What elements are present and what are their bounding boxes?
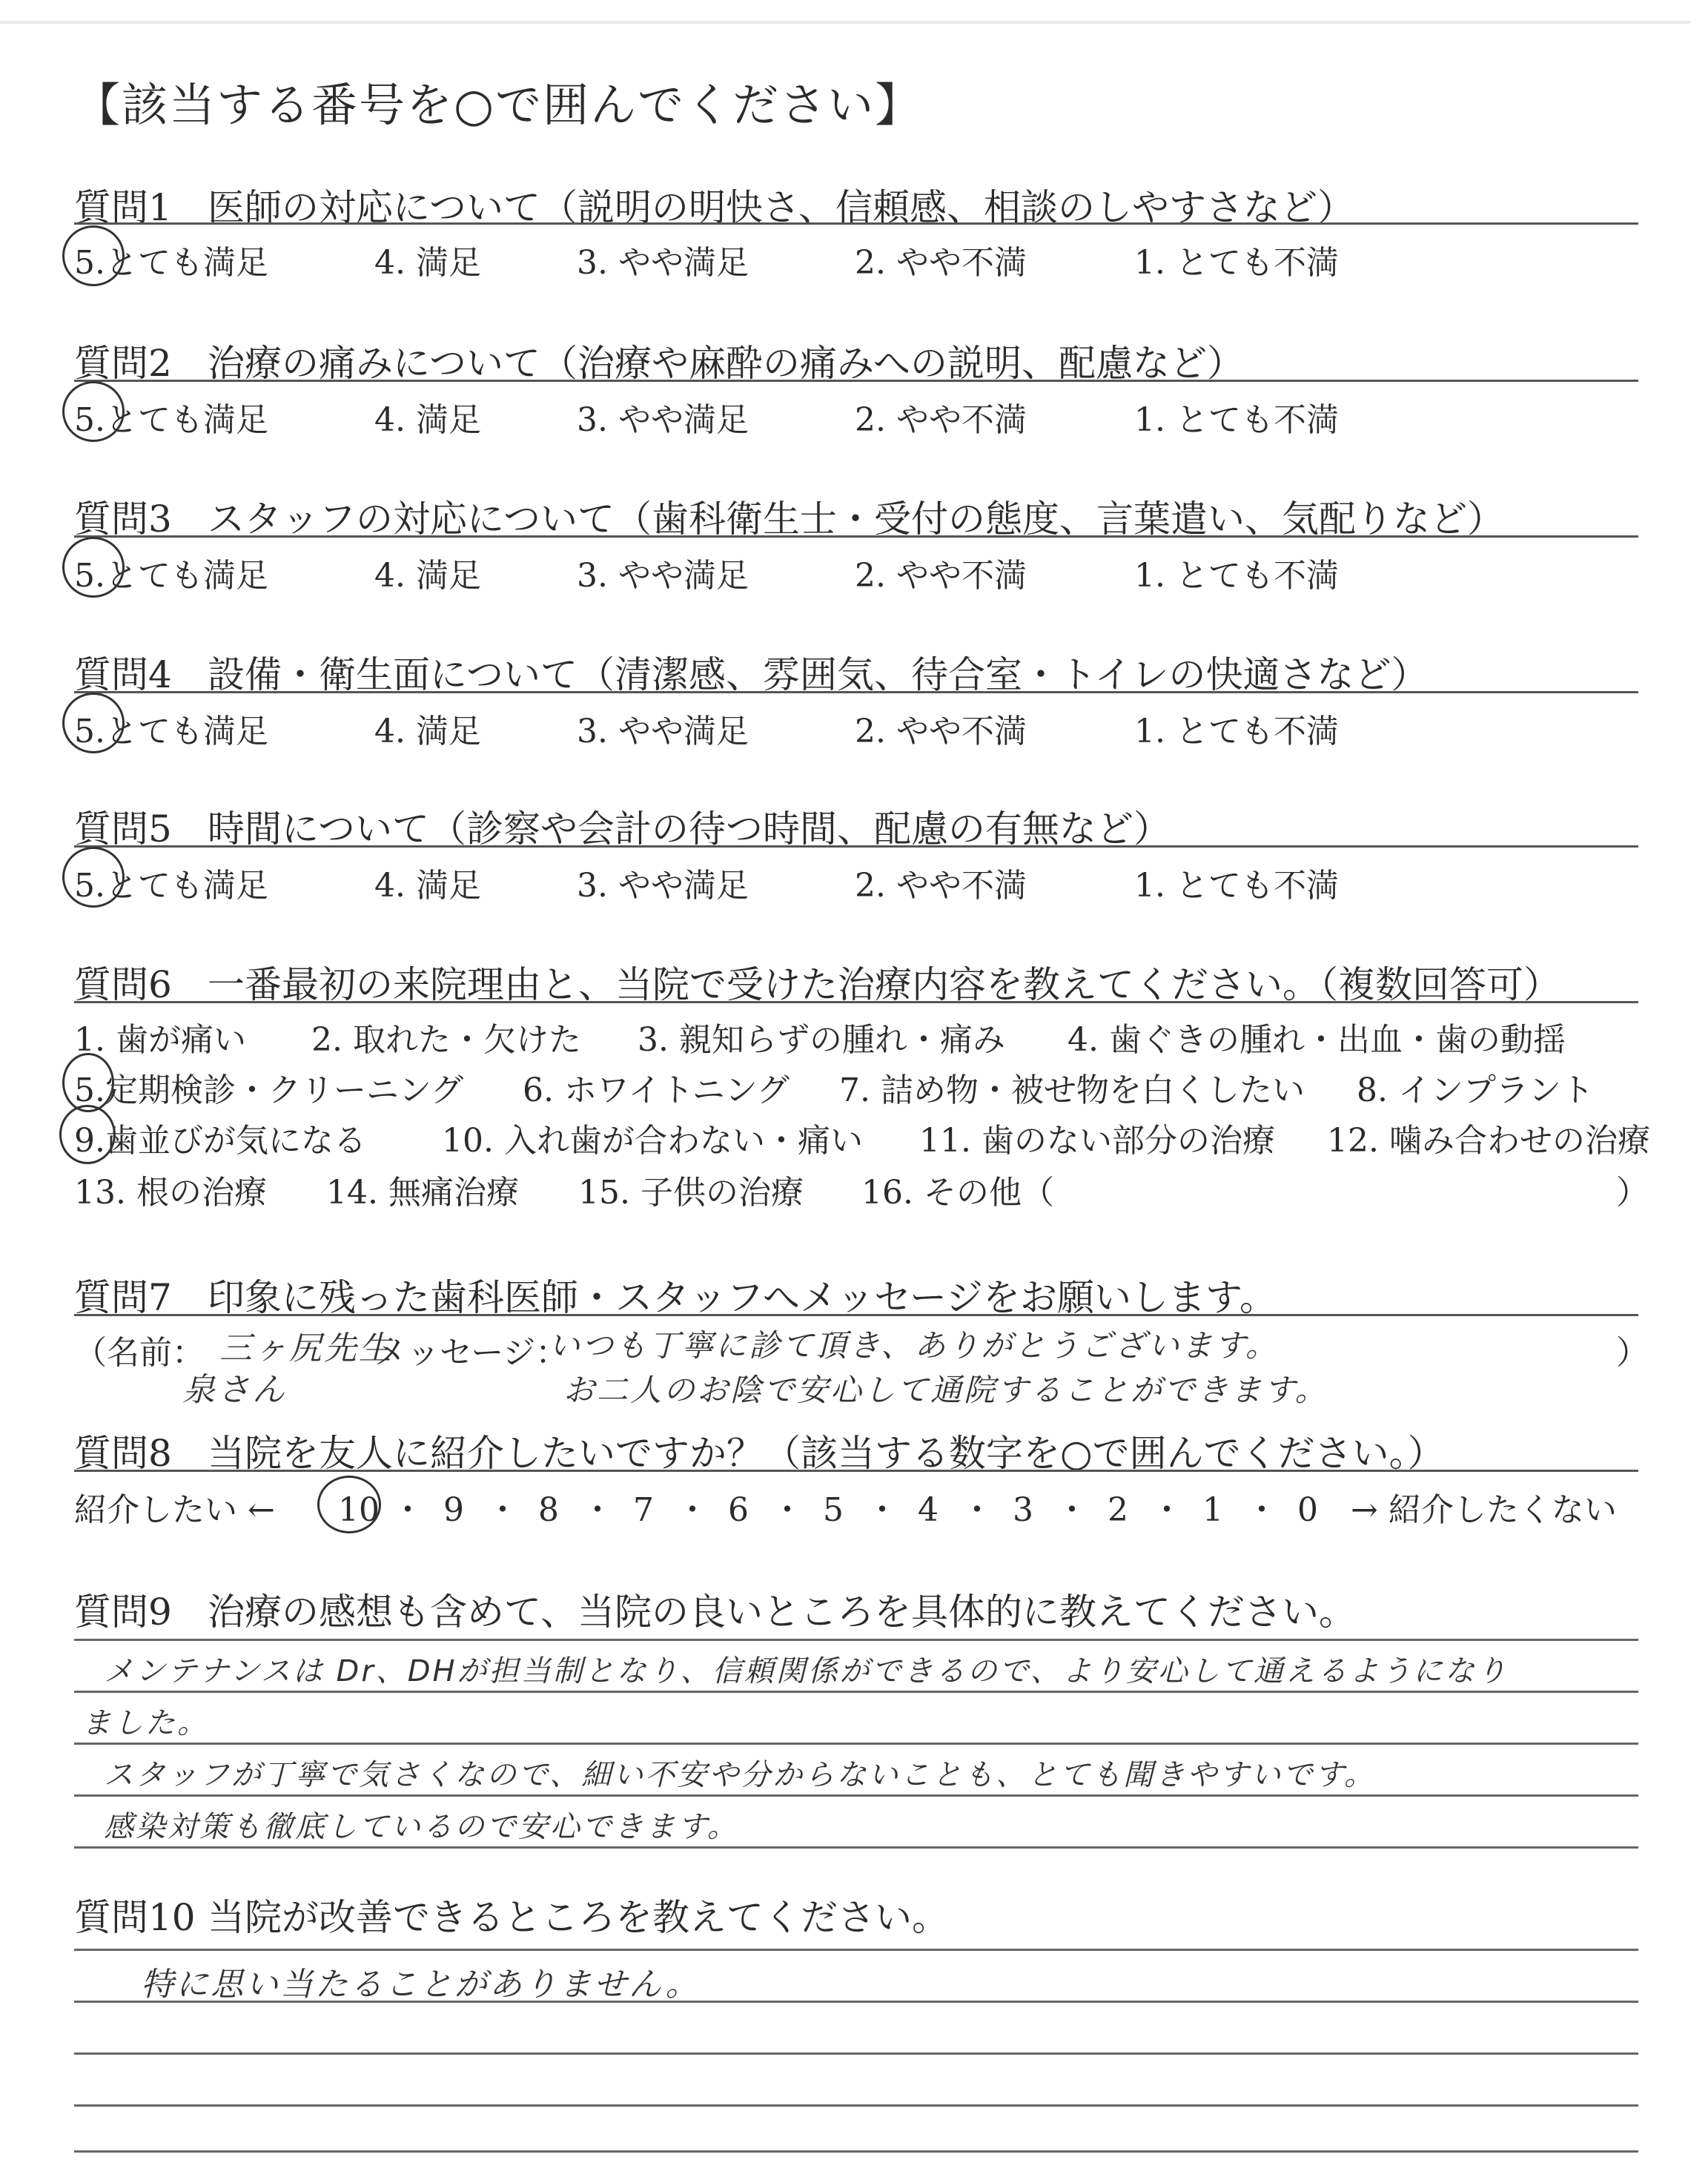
- q5-selection-circle: [62, 847, 125, 908]
- q6-option-5[interactable]: 5.定期検診・クリーニング: [74, 1071, 464, 1109]
- q2-option-5[interactable]: 5.とても満足: [74, 401, 268, 439]
- question-9-text: 治療の感想も含めて、当院の良いところを具体的に教えてください。: [208, 1591, 1356, 1634]
- q4-option-2[interactable]: 2. やや不満: [855, 713, 1027, 750]
- q1-option-2[interactable]: 2. やや不満: [855, 244, 1027, 282]
- question-1-text: 医師の対応について（説明の明快さ、信頼感、相談のしやすさなど）: [208, 186, 1354, 229]
- question-2-rule: [74, 380, 1638, 382]
- q5-option-1[interactable]: 1. とても不満: [1134, 867, 1339, 905]
- q8-scale-6[interactable]: 6: [728, 1491, 749, 1529]
- q6-option-4[interactable]: 4. 歯ぐきの腫れ・出血・歯の動揺: [1068, 1021, 1566, 1059]
- q7-name-value-2[interactable]: 泉さん: [182, 1371, 287, 1409]
- q8-scale-10[interactable]: 10: [338, 1491, 380, 1529]
- q6-option-16[interactable]: 16. その他（: [861, 1174, 1054, 1212]
- q8-scale-dot: ・: [771, 1491, 804, 1529]
- q8-right-label: → 紹介したくない: [1351, 1491, 1617, 1529]
- question-5-rule: [74, 845, 1638, 848]
- question-9-number: 質問9: [74, 1591, 172, 1634]
- question-8-number: 質問8: [74, 1432, 172, 1475]
- q6-selection-circle-9: [59, 1105, 116, 1164]
- q6-option-10[interactable]: 10. 入れ歯が合わない・痛い: [442, 1122, 863, 1160]
- question-4-rule: [74, 691, 1638, 693]
- q2-option-2[interactable]: 2. やや不満: [855, 401, 1027, 439]
- q2-option-3[interactable]: 3. やや満足: [577, 401, 749, 439]
- q7-name-value-1[interactable]: 三ヶ尻先生: [219, 1330, 394, 1367]
- q8-scale-7[interactable]: 7: [633, 1491, 654, 1529]
- question-7-rule: [74, 1314, 1638, 1316]
- q5-option-3[interactable]: 3. やや満足: [577, 867, 749, 905]
- q2-option-4[interactable]: 4. 満足: [374, 401, 481, 439]
- q8-scale-dot: ・: [486, 1491, 519, 1529]
- scan-edge-line: [0, 21, 1690, 24]
- q4-option-4[interactable]: 4. 満足: [374, 713, 481, 750]
- q8-scale-2[interactable]: 2: [1108, 1491, 1128, 1529]
- q8-scale-dot: ・: [1151, 1491, 1183, 1529]
- question-3-rule: [74, 535, 1638, 538]
- q1-option-5[interactable]: 5.とても満足: [74, 244, 268, 282]
- q9-answer-line-4[interactable]: 感染対策も徹底しているので安心できます。: [104, 1810, 739, 1844]
- q8-scale-8[interactable]: 8: [538, 1491, 559, 1529]
- q9-answer-rule-3: [74, 1743, 1638, 1745]
- q6-option-11[interactable]: 11. 歯のない部分の治療: [919, 1122, 1275, 1160]
- q3-option-4[interactable]: 4. 満足: [374, 557, 481, 595]
- question-5-text: 時間について（診察や会計の待つ時間、配慮の有無など）: [208, 807, 1171, 851]
- question-6-rule: [74, 1001, 1638, 1003]
- q6-option-9[interactable]: 9.歯並びが気になる: [74, 1122, 366, 1160]
- q3-option-3[interactable]: 3. やや満足: [577, 557, 749, 595]
- q8-left-label: 紹介したい ←: [74, 1491, 275, 1529]
- q8-scale-dot: ・: [1056, 1491, 1088, 1529]
- question-5-number: 質問5: [74, 807, 172, 851]
- question-2-number: 質問2: [74, 342, 172, 385]
- q6-option-14[interactable]: 14. 無痛治療: [326, 1174, 519, 1212]
- question-1-number: 質問1: [74, 186, 172, 229]
- question-6-text: 一番最初の来院理由と、当院で受けた治療内容を教えてください。（複数回答可）: [208, 963, 1560, 1006]
- q7-name-label: （名前：: [74, 1334, 205, 1372]
- q10-answer-rule-1: [74, 1949, 1638, 1951]
- q7-message-label: メッセージ：: [374, 1334, 569, 1372]
- q10-answer-rule-5: [74, 2150, 1638, 2153]
- question-10-number: 質問10: [74, 1896, 196, 1939]
- question-6-number: 質問6: [74, 963, 172, 1006]
- q6-option-8[interactable]: 8. インプラント: [1357, 1071, 1594, 1109]
- q8-scale-dot: ・: [961, 1491, 993, 1529]
- question-8-rule: [74, 1470, 1638, 1472]
- q9-answer-line-3[interactable]: スタッフが丁寧で気さくなので、細い不安や分からないことも、とても聞きやすいです。: [104, 1758, 1376, 1792]
- q8-scale-1[interactable]: 1: [1202, 1491, 1223, 1529]
- q8-scale-9[interactable]: 9: [443, 1491, 464, 1529]
- q8-scale-dot: ・: [676, 1491, 709, 1529]
- question-10: [74, 1888, 949, 1941]
- q6-option-3[interactable]: 3. 親知らずの腫れ・痛み: [638, 1021, 1005, 1059]
- question-10-text: 当院が改善できるところを教えてください。: [208, 1896, 949, 1939]
- q6-option-15[interactable]: 15. 子供の治療: [578, 1174, 804, 1212]
- q9-answer-rule-5: [74, 1846, 1638, 1849]
- q8-scale-3[interactable]: 3: [1013, 1491, 1033, 1529]
- q1-option-3[interactable]: 3. やや満足: [577, 244, 749, 282]
- q8-selection-circle: [317, 1476, 381, 1533]
- q4-option-1[interactable]: 1. とても不満: [1134, 713, 1339, 750]
- q3-option-5[interactable]: 5.とても満足: [74, 557, 268, 595]
- question-3-number: 質問3: [74, 498, 172, 541]
- q9-answer-rule-1: [74, 1639, 1638, 1641]
- q8-scale-dot: ・: [391, 1491, 424, 1529]
- question-7-text: 印象に残った歯科医師・スタッフへメッセージをお願いします。: [208, 1276, 1277, 1319]
- q6-option-2[interactable]: 2. 取れた・欠けた: [311, 1021, 581, 1059]
- q6-option-6[interactable]: 6. ホワイトニング: [523, 1071, 790, 1109]
- q1-option-4[interactable]: 4. 満足: [374, 244, 481, 282]
- q8-scale-0[interactable]: 0: [1297, 1491, 1318, 1529]
- q2-option-1[interactable]: 1. とても不満: [1134, 401, 1339, 439]
- q2-selection-circle: [62, 381, 125, 442]
- q10-answer-line-1[interactable]: 特に思い当たることがありません。: [141, 1966, 701, 2004]
- page-title: 【該当する番号を○で囲んでください】: [74, 78, 923, 132]
- q7-message-line-1[interactable]: いつも丁寧に診て頂き、ありがとうございます。: [549, 1327, 1279, 1364]
- question-9: [74, 1582, 1356, 1636]
- q8-scale-dot: ・: [581, 1491, 614, 1529]
- q8-scale: [326, 1483, 1340, 1530]
- q10-answer-rule-4: [74, 2104, 1638, 2107]
- q6-option-16-close: ）: [1616, 1174, 1649, 1212]
- q10-answer-rule-3: [74, 2052, 1638, 2055]
- q9-answer-line-2[interactable]: ました。: [82, 1706, 209, 1740]
- q3-selection-circle: [62, 537, 125, 598]
- question-2-text: 治療の痛みについて（治療や麻酔の痛みへの説明、配慮など）: [208, 342, 1244, 385]
- q5-option-5[interactable]: 5.とても満足: [74, 867, 268, 905]
- q6-option-1[interactable]: 1. 歯が痛い: [74, 1021, 246, 1059]
- q8-scale-5[interactable]: 5: [823, 1491, 844, 1529]
- q3-option-1[interactable]: 1. とても不満: [1134, 557, 1339, 595]
- q9-answer-line-1[interactable]: メンテナンスは Dr、DHが担当制となり、信頼関係ができるので、より安心して通えるようになり: [104, 1654, 1509, 1688]
- q7-message-line-2[interactable]: お二人のお陰で安心して通院することができます。: [563, 1372, 1328, 1408]
- q5-option-4[interactable]: 4. 満足: [374, 867, 481, 905]
- q6-option-7[interactable]: 7. 詰め物・被せ物を白くしたい: [839, 1071, 1305, 1109]
- q9-answer-rule-2: [74, 1691, 1638, 1693]
- q3-option-2[interactable]: 2. やや不満: [855, 557, 1027, 595]
- q4-option-5[interactable]: 5.とても満足: [74, 713, 268, 750]
- q1-option-1[interactable]: 1. とても不満: [1134, 244, 1339, 282]
- q8-scale-4[interactable]: 4: [918, 1491, 939, 1529]
- q1-selection-circle: [62, 225, 125, 286]
- question-4-number: 質問4: [74, 653, 172, 696]
- question-3-text: スタッフの対応について（歯科衛生士・受付の態度、言葉遣い、気配りなど）: [208, 498, 1504, 541]
- question-4-text: 設備・衛生面について（清潔感、雰囲気、待合室・トイレの快適さなど）: [208, 653, 1429, 696]
- q4-option-3[interactable]: 3. やや満足: [577, 713, 749, 750]
- question-7-number: 質問7: [74, 1276, 172, 1319]
- question-8-text: 当院を友人に紹介したいですか？（該当する数字を○で囲んでください。）: [208, 1432, 1445, 1475]
- q4-selection-circle: [62, 693, 125, 753]
- q8-scale-dot: ・: [1245, 1491, 1278, 1529]
- q9-answer-rule-4: [74, 1794, 1638, 1797]
- q6-selection-circle-5: [62, 1053, 114, 1112]
- q6-option-12[interactable]: 12. 噛み合わせの治療: [1327, 1122, 1650, 1160]
- q8-scale-dot: ・: [866, 1491, 898, 1529]
- question-1-rule: [74, 222, 1638, 225]
- q6-option-13[interactable]: 13. 根の治療: [74, 1174, 267, 1212]
- q5-option-2[interactable]: 2. やや不満: [855, 867, 1027, 905]
- q7-close: ）: [1616, 1334, 1649, 1372]
